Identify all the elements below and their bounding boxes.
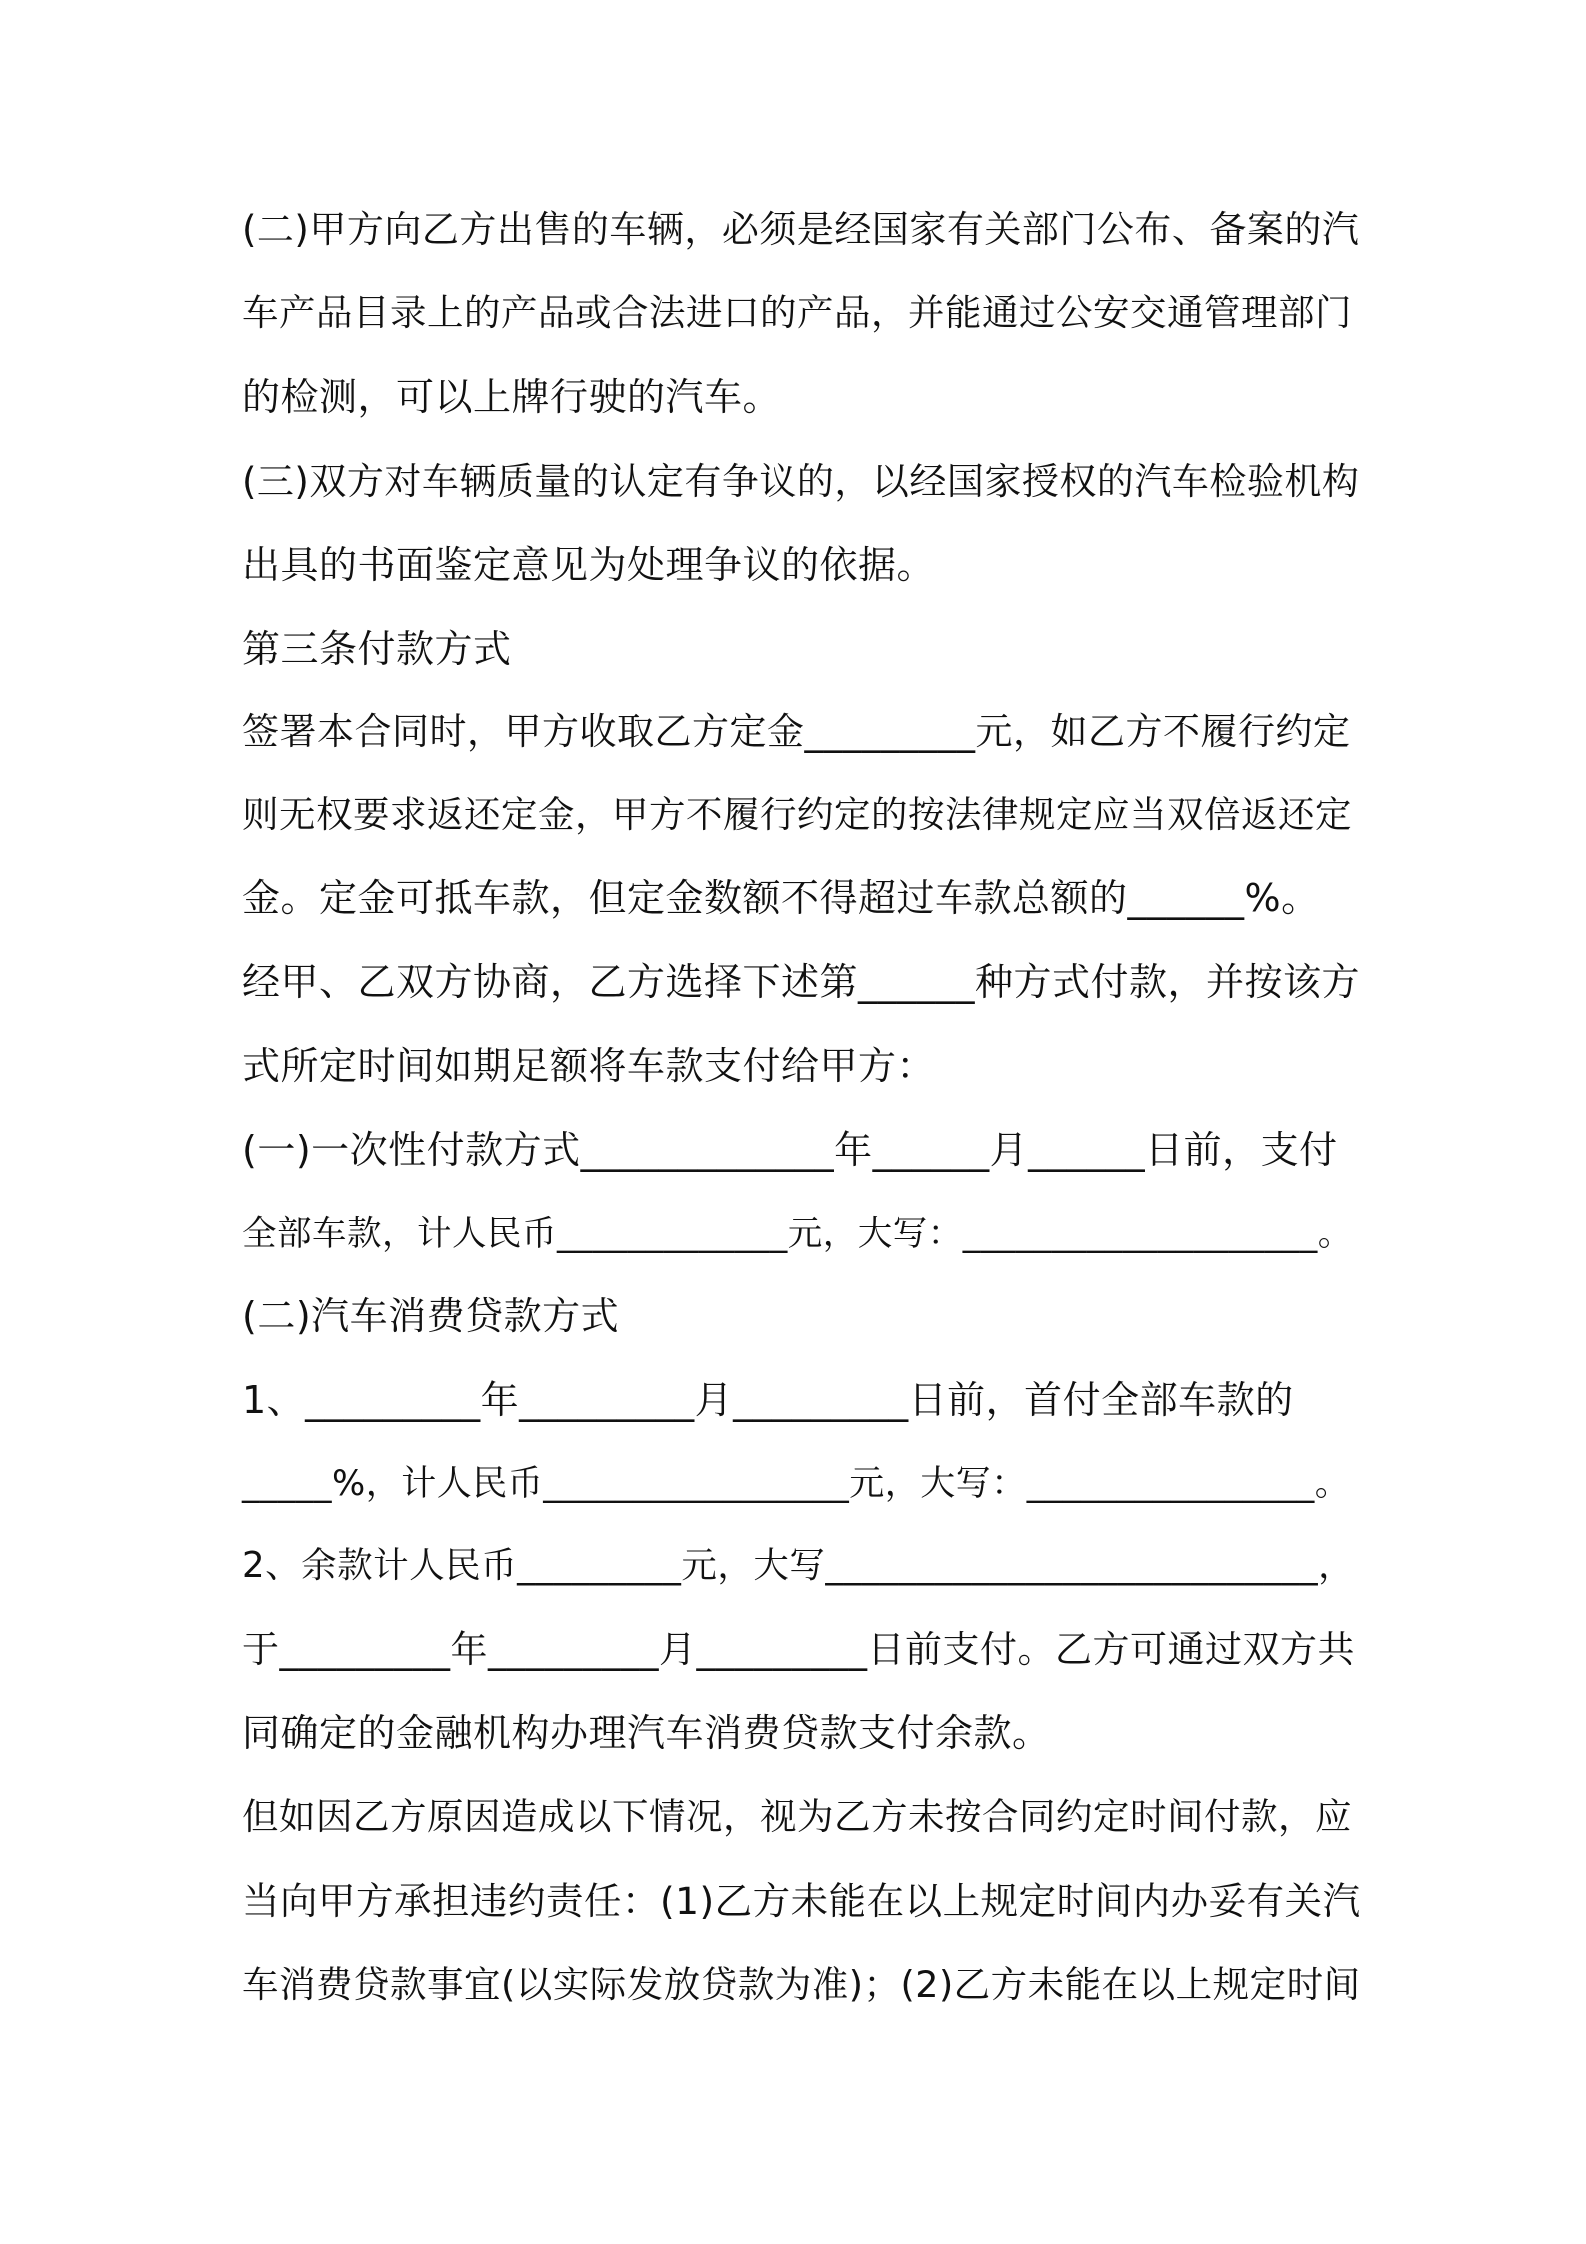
text-line: 当向甲方承担违约责任：(1)乙方未能在以上规定时间内办妥有关汽 xyxy=(242,1879,1361,1923)
text-line: 式所定时间如期足额将车款支付给甲方： xyxy=(242,1044,936,1088)
text-line: 于_________年_________月_________日前支付。乙方可通过双方共 xyxy=(242,1628,1355,1671)
text-line: 金。定金可抵车款，但定金数额不得超过车款总额的______%。 xyxy=(242,876,1320,920)
text-line: 同确定的金融机构办理汽车消费贷款支付余款。 xyxy=(242,1711,1051,1755)
text-line: 的检测，可以上牌行驶的汽车。 xyxy=(242,375,782,419)
text-line: 则无权要求返还定金，甲方不履行约定的按法律规定应当双倍返还定 xyxy=(242,793,1352,836)
text-line: 签署本合同时，甲方收取乙方定金_________元，如乙方不履行约定 xyxy=(242,710,1351,753)
text-line: (二)汽车消费贷款方式 xyxy=(242,1294,620,1338)
text-line: 经甲、乙双方协商，乙方选择下述第______种方式付款，并按该方 xyxy=(242,960,1361,1004)
section-heading: 第三条付款方式 xyxy=(242,627,512,671)
text-line: 车消费贷款事宜(以实际发放贷款为准)；(2)乙方未能在以上规定时间 xyxy=(242,1963,1361,2006)
text-line: (一)一次性付款方式_____________年______月______日前，支付 xyxy=(242,1128,1338,1172)
text-line: 但如因乙方原因造成以下情况，视为乙方未按合同约定时间付款，应 xyxy=(242,1795,1352,1838)
text-line: (二)甲方向乙方出售的车辆，必须是经国家有关部门公布、备案的汽 xyxy=(242,208,1360,251)
text-line: _____%，计人民币_________________元，大写：________________。 xyxy=(242,1464,1351,1504)
text-line: 车产品目录上的产品或合法进口的产品，并能通过公安交通管理部门 xyxy=(242,291,1352,334)
text-line: 2、余款计人民币_________元，大写___________________________， xyxy=(242,1545,1355,1586)
text-line: 全部车款，计人民币_____________元，大写：____________________。 xyxy=(242,1214,1353,1254)
text-line: (三)双方对车辆质量的认定有争议的，以经国家授权的汽车检验机构 xyxy=(242,460,1360,503)
text-line: 1、_________年_________月_________日前，首付全部车款的 xyxy=(242,1378,1294,1422)
text-line: 出具的书面鉴定意见为处理争议的依据。 xyxy=(242,543,936,587)
